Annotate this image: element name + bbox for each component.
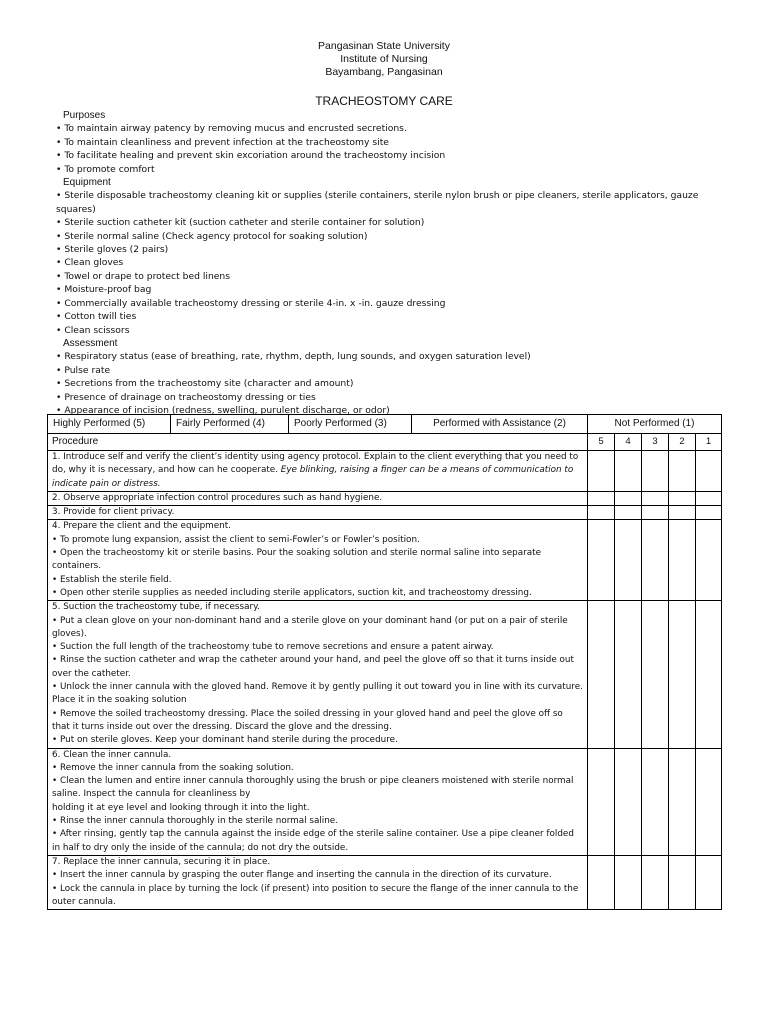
- score-checkbox-5[interactable]: [588, 520, 615, 601]
- table-row: [48, 491, 722, 505]
- step-text: • Establish the sterile field.: [52, 574, 172, 585]
- score-checkbox-1[interactable]: [696, 748, 722, 855]
- score-checkbox-2[interactable]: [669, 451, 696, 492]
- step-text: 1. Introduce self and verify the client’s identity using agency protocol. Explain to the client everything that you need to do, why it is necessary, and how can he cooperate.: [52, 452, 579, 476]
- step-text: 5. Suction the tracheostomy tube, if necessary.: [52, 602, 260, 613]
- score-checkbox-4[interactable]: [615, 520, 642, 601]
- table-row: [48, 855, 722, 909]
- score-checkbox-5[interactable]: [588, 748, 615, 855]
- list-item: • To maintain cleanliness and prevent infection at the tracheostomy site: [56, 136, 389, 148]
- procedure-header: Procedure: [48, 434, 588, 451]
- list-item: • To facilitate healing and prevent skin excoriation around the tracheostomy incision: [56, 150, 446, 162]
- score-column-header: 4: [615, 434, 642, 451]
- score-checkbox-3[interactable]: [642, 520, 669, 601]
- score-checkbox-5[interactable]: [588, 506, 615, 520]
- location: Bayambang, Pangasinan: [325, 66, 443, 78]
- list-item: • Pulse rate: [56, 364, 111, 376]
- score-checkbox-4[interactable]: [615, 451, 642, 492]
- intro-sections: [56, 109, 716, 417]
- score-checkbox-4[interactable]: [615, 491, 642, 505]
- score-checkbox-1[interactable]: [696, 855, 722, 909]
- list-item: • Appearance of incision (redness, swelling, purulent discharge, or odor): [56, 404, 390, 416]
- list-item: • Clean scissors: [56, 324, 130, 336]
- score-checkbox-1[interactable]: [696, 506, 722, 520]
- list-item: • Moisture-proof bag: [56, 284, 152, 296]
- step-text: • Lock the cannula in place by turning the lock (if present) into position to secure the flange of the inner cannula to the outer cannula.: [52, 883, 579, 907]
- score-checkbox-2[interactable]: [669, 748, 696, 855]
- step-text: • Put on sterile gloves. Keep your dominant hand sterile during the procedure.: [52, 735, 398, 746]
- table-row: [48, 601, 722, 748]
- step-text: holding it at eye level and looking through it into the light.: [52, 802, 310, 813]
- score-checkbox-3[interactable]: [642, 451, 669, 492]
- list-item: • Clean gloves: [56, 257, 124, 269]
- list-item: • Commercially available tracheostomy dressing or sterile 4-in. x -in. gauze dressing: [56, 297, 446, 309]
- institute-name: Institute of Nursing: [340, 53, 428, 65]
- list-item: • Secretions from the tracheostomy site (character and amount): [56, 378, 354, 390]
- step-text: 6. Clean the inner cannula.: [52, 749, 172, 760]
- step-text: • After rinsing, gently tap the cannula against the inside edge of the sterile saline container. Use a pipe cleaner folded in half to dry only the inside of the cannula; do not dry the outside.: [52, 829, 574, 853]
- score-column-header: 3: [642, 434, 669, 451]
- procedure-step: [48, 506, 588, 520]
- table-row: [48, 451, 722, 492]
- step-text: • Remove the inner cannula from the soaking solution.: [52, 762, 294, 773]
- score-checkbox-4[interactable]: [615, 855, 642, 909]
- score-checkbox-1[interactable]: [696, 451, 722, 492]
- procedure-step: [48, 601, 588, 748]
- score-checkbox-1[interactable]: [696, 520, 722, 601]
- score-checkbox-1[interactable]: [696, 491, 722, 505]
- document-title: TRACHEOSTOMY CARE: [315, 94, 453, 108]
- score-column-header: 5: [588, 434, 615, 451]
- step-text: 4. Prepare the client and the equipment.: [52, 521, 231, 532]
- list-item: • Sterile suction catheter kit (suction catheter and sterile container for solution): [56, 217, 425, 229]
- document-header: [0, 40, 768, 79]
- list-item: • Towel or drape to protect bed linens: [56, 270, 231, 282]
- list-item: • Sterile normal saline (Check agency protocol for soaking solution): [56, 230, 368, 242]
- section-title: Assessment: [63, 337, 118, 349]
- list-item: • Sterile disposable tracheostomy cleaning kit or supplies (sterile containers, sterile nylon brush or pipe cleaners, sterile applicators, gauze squares): [56, 190, 699, 215]
- score-column-header: 2: [669, 434, 696, 451]
- rating-scale-row: [48, 415, 722, 434]
- list-item: • Sterile gloves (2 pairs): [56, 244, 169, 256]
- step-text: 3. Provide for client privacy.: [52, 507, 175, 518]
- table-row: [48, 520, 722, 601]
- procedure-header-row: [48, 434, 722, 451]
- table-row: [48, 748, 722, 855]
- procedure-checklist-table: [47, 414, 722, 910]
- score-checkbox-3[interactable]: [642, 506, 669, 520]
- step-text: • Unlock the inner cannula with the gloved hand. Remove it by gently pulling it out toward you in line with its curvature. Place it in the soaking solution: [52, 682, 583, 706]
- score-checkbox-4[interactable]: [615, 506, 642, 520]
- score-checkbox-4[interactable]: [615, 748, 642, 855]
- score-checkbox-5[interactable]: [588, 491, 615, 505]
- score-checkbox-3[interactable]: [642, 601, 669, 748]
- score-column-header: 1: [696, 434, 722, 451]
- step-text: 7. Replace the inner cannula, securing it in place.: [52, 856, 271, 867]
- procedure-step: [48, 520, 588, 601]
- list-item: • To maintain airway patency by removing mucus and encrusted secretions.: [56, 123, 407, 135]
- step-text: • Remove the soiled tracheostomy dressing. Place the soiled dressing in your gloved hand and peel the glove off so that it turns inside out over the dressing. Discard the glove and the dressing.: [52, 708, 563, 732]
- step-text: • Insert the inner cannula by grasping the outer flange and inserting the cannula in the direction of its curvature.: [52, 870, 552, 881]
- rating-scale-label: Highly Performed (5): [48, 415, 171, 434]
- section-purposes: [56, 109, 716, 176]
- step-text: • Clean the lumen and entire inner cannula thoroughly using the brush or pipe cleaners moistened with sterile normal saline. Inspect the cannula for cleanliness by: [52, 776, 574, 800]
- score-checkbox-3[interactable]: [642, 855, 669, 909]
- score-checkbox-3[interactable]: [642, 748, 669, 855]
- score-checkbox-2[interactable]: [669, 491, 696, 505]
- table-row: [48, 506, 722, 520]
- score-checkbox-2[interactable]: [669, 506, 696, 520]
- section-equipment: [56, 176, 716, 337]
- rating-scale-label: Not Performed (1): [588, 415, 722, 434]
- rating-scale-label: Fairly Performed (4): [171, 415, 289, 434]
- step-text: • Open other sterile supplies as needed including sterile applicators, suction kit, and tracheostomy dressing.: [52, 587, 532, 598]
- step-text: • Open the tracheostomy kit or sterile basins. Pour the soaking solution and sterile normal saline into separate containers.: [52, 548, 541, 572]
- score-checkbox-5[interactable]: [588, 601, 615, 748]
- list-item: • Cotton twill ties: [56, 311, 137, 323]
- score-checkbox-5[interactable]: [588, 451, 615, 492]
- step-text: 2. Observe appropriate infection control procedures such as hand hygiene.: [52, 492, 383, 503]
- section-title: Purposes: [63, 110, 106, 121]
- university-name: Pangasinan State University: [318, 40, 450, 52]
- step-text: • Suction the full length of the tracheostomy tube to remove secretions and ensure a patent airway.: [52, 642, 494, 653]
- procedure-step: [48, 855, 588, 909]
- list-item: • Presence of drainage on tracheostomy dressing or ties: [56, 391, 316, 403]
- list-item: • Respiratory status (ease of breathing, rate, rhythm, depth, lung sounds, and oxygen saturation level): [56, 351, 531, 363]
- step-text: • Put a clean glove on your non-dominant hand and a sterile glove on your dominant hand (or put on a pair of sterile gloves).: [52, 615, 568, 639]
- score-checkbox-2[interactable]: [669, 855, 696, 909]
- procedure-step: [48, 451, 588, 492]
- score-checkbox-5[interactable]: [588, 855, 615, 909]
- step-note: Eye blinking, raising a finger can be a means of communication to indicate pain or distress.: [52, 465, 574, 489]
- step-text: • Rinse the suction catheter and wrap the catheter around your hand, and peel the glove off so that it turns inside out over the catheter.: [52, 655, 574, 679]
- score-checkbox-1[interactable]: [696, 601, 722, 748]
- step-text: • Rinse the inner cannula thoroughly in the sterile normal saline.: [52, 816, 339, 827]
- score-checkbox-2[interactable]: [669, 520, 696, 601]
- procedure-step: [48, 491, 588, 505]
- rating-scale-label: Performed with Assistance (2): [412, 415, 588, 434]
- procedure-step: [48, 748, 588, 855]
- section-assessment: [56, 337, 716, 417]
- score-checkbox-2[interactable]: [669, 601, 696, 748]
- step-text: • To promote lung expansion, assist the client to semi-Fowler’s or Fowler’s position.: [52, 534, 420, 545]
- rating-scale-label: Poorly Performed (3): [289, 415, 412, 434]
- score-checkbox-4[interactable]: [615, 601, 642, 748]
- list-item: • To promote comfort: [56, 163, 155, 175]
- score-checkbox-3[interactable]: [642, 491, 669, 505]
- section-title: Equipment: [63, 177, 111, 189]
